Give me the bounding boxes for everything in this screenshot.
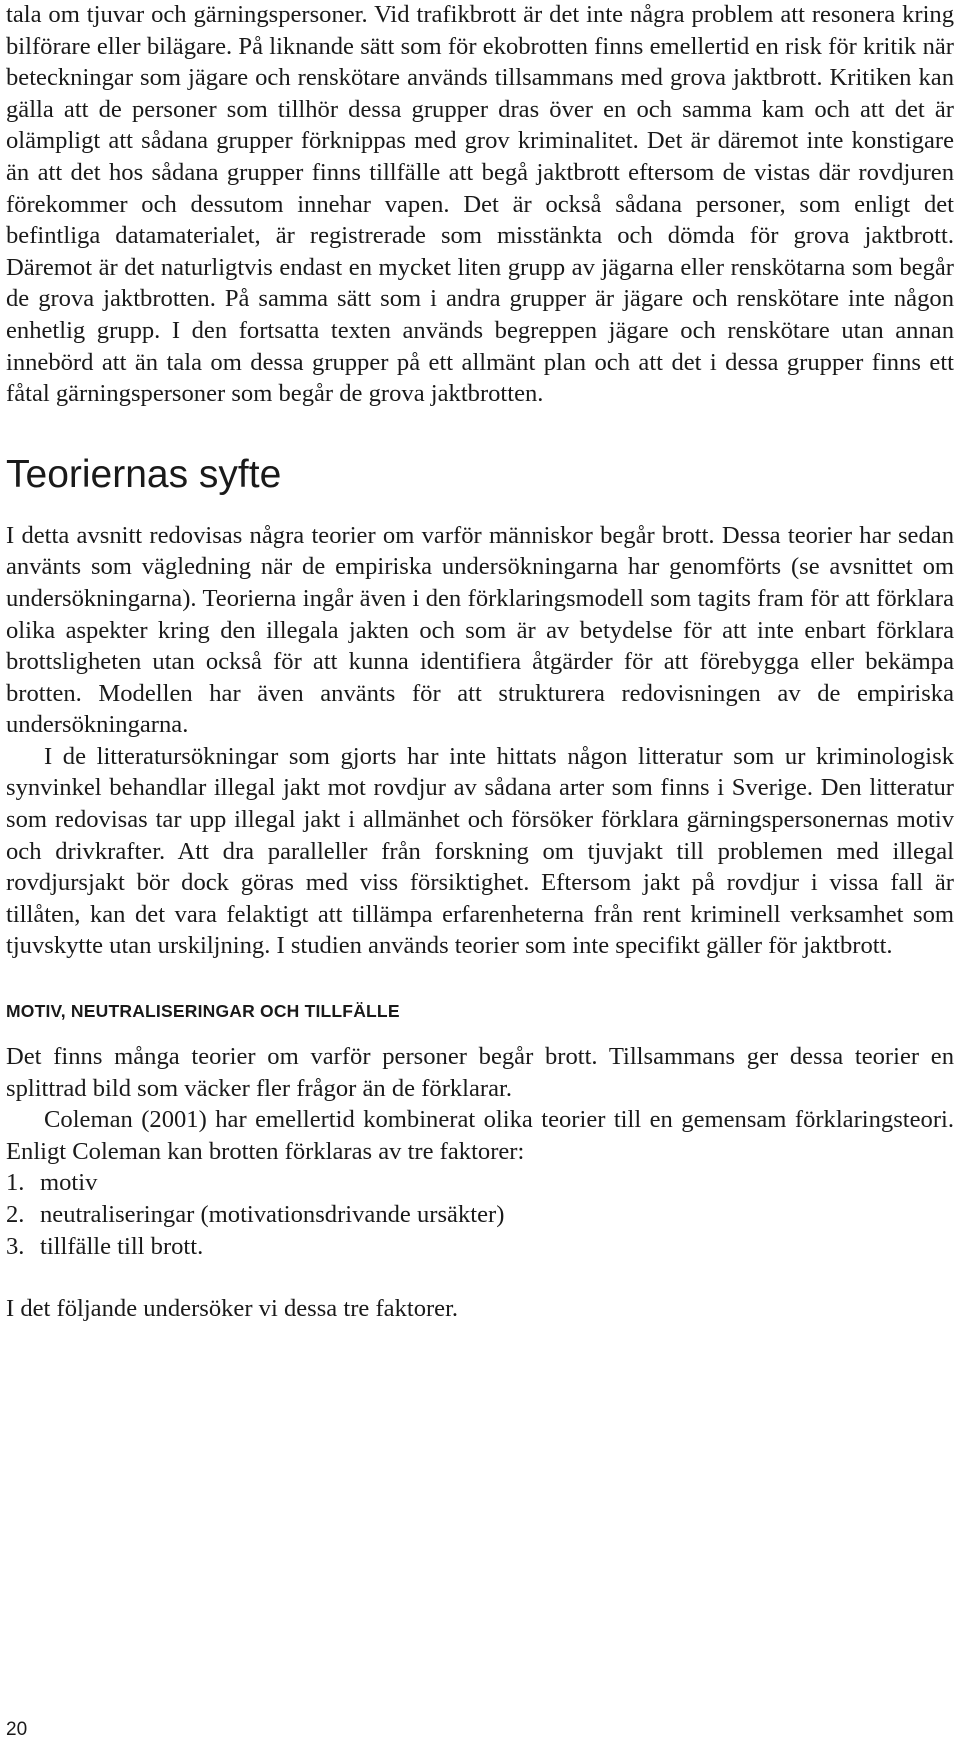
- list-item-text: motiv: [40, 1169, 98, 1197]
- list-item-number: 3.: [6, 1232, 25, 1260]
- subsection-heading-motiv: MOTIV, NEUTRALISERINGAR OCH TILLFÄLLE: [6, 1001, 400, 1022]
- list-item: [6, 1167, 954, 1199]
- paragraph-conclusion: I det följande undersöker vi dessa tre faktorer.: [6, 1295, 459, 1323]
- list-item: [6, 1231, 954, 1263]
- paragraph-coleman: Coleman (2001) har emellertid kombinerat olika teorier till en gemensam förklaringsteori. Enligt Coleman kan brotten förklaras av tre faktorer:: [6, 1106, 954, 1165]
- paragraph-teorier-brott: Det finns många teorier om varför personer begår brott. Tillsammans ger dessa teorier en splittrad bild som väcker fler frågor än de förklarar.: [6, 1043, 954, 1102]
- list-item: [6, 1199, 954, 1231]
- paragraph-teorier: I detta avsnitt redovisas några teorier om varför människor begår brott. Dessa teorier har sedan använts som vägledning när de empiriska undersökningarna har genomförts (se avsnittet om undersökningarna). Teorierna ingår även i den förklaringsmodell som tagits fram för att förklara olika aspekter kring den illegala jakten och som är av betydelse för att inte enbart förklara brottsligheten utan också för att kunna identifiera åtgärder för att förebygga eller bekämpa brotten. Modellen har även använts för att strukturera redovisningen av de empiriska undersökningarna.: [6, 521, 954, 739]
- list-item-number: 2.: [6, 1201, 25, 1228]
- document-page: [6, 0, 954, 1325]
- list-item-number: 1.: [6, 1169, 25, 1197]
- list-item-text: neutraliseringar (motivationsdrivande ursäkter): [40, 1201, 505, 1228]
- list-item-text: tillfälle till brott.: [40, 1232, 204, 1260]
- paragraph-litteratur: I de litteratursökningar som gjorts har inte hittats någon litteratur som ur kriminologisk synvinkel behandlar illegal jakt mot rovdjur av sådana arter som finns i Sverige. Den litteratur som redovisas tar upp illegal jakt i allmänhet och försöker förklara gärningspersonernas motiv och drivkrafter. Att dra paralleller från forskning om tjuvjakt till problemen med illegal rovdjursjakt bör dock göras med viss försiktighet. Eftersom jakt på rovdjur i vissa fall är tillåten, kan det vara felaktigt att tillämpa erfarenheterna från rent kriminell verksamhet som tjuvskytte utan urskiljning. I studien används teorier som inte specifikt gäller för jaktbrott.: [6, 742, 954, 960]
- section-heading-teoriernas-syfte: Teoriernas syfte: [6, 452, 282, 496]
- factor-list: [6, 1167, 954, 1262]
- page-number: 20: [6, 1719, 28, 1740]
- paragraph-intro: tala om tjuvar och gärningspersoner. Vid trafikbrott är det inte några problem att resonera kring bilförare eller bilägare. På liknande sätt som för ekobrotten finns emellertid en risk för kritik när beteckningar som jägare och renskötare används tillsammans med grova jaktbrott. Kritiken kan gälla att de personer som tillhör dessa grupper dras över en och samma kam och att det är olämpligt att sådana grupper förknippas med grov kriminalitet. Det är däremot inte konstigare än att det hos sådana grupper finns tillfälle att begå jaktbrott eftersom de vistas där rovdjuren förekommer och dessutom innehar vapen. Det är också sådana personer, som enligt det befintliga datamaterialet, är registrerade som misstänkta och dömda för grova jaktbrott. Däremot är det naturligtvis endast en mycket liten grupp av jägarna eller renskötarna som begår de grova jaktbrotten. På samma sätt som i andra grupper är jägare och renskötare inte någon enhetlig grupp. I den fortsatta texten används begreppen jägare och renskötare utan annan innebörd att än tala om dessa grupper på ett allmänt plan och att det i dessa grupper finns ett fåtal gärningspersoner som begår de grova jaktbrotten.: [6, 1, 954, 408]
